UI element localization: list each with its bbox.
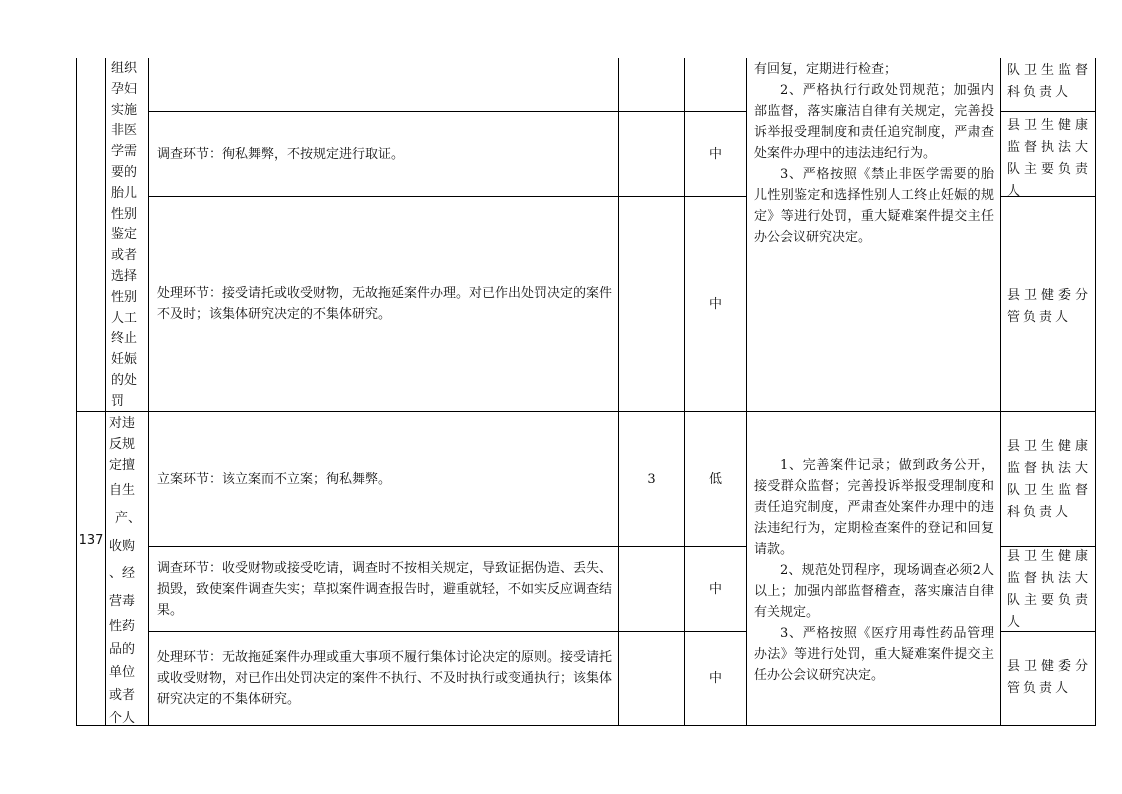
risk-level-cell bbox=[685, 197, 746, 411]
risk-level-cell bbox=[685, 632, 746, 725]
risk-description: 处理环节：无故拖延案件办理或重大事项不履行集体讨论决定的原则。接受请托或收受财物，对已作出处罚决定的案件不执行、不及时执行或变通执行；该集体研究决定的不集体研究。 bbox=[157, 650, 613, 707]
table-border-bottom bbox=[76, 725, 1096, 726]
column-divider bbox=[618, 58, 619, 726]
risk-count-cell bbox=[619, 412, 684, 546]
measure-item: 2、规范处罚程序，现场调查必须2人以上；加强内部监督稽查，落实廉洁自律有关规定。 bbox=[754, 563, 994, 620]
risk-cell bbox=[157, 197, 612, 411]
column-divider bbox=[746, 58, 747, 726]
measure-item: 有回复，定期进行检查； bbox=[754, 62, 898, 77]
risk-level-cell bbox=[685, 112, 746, 196]
risk-cell bbox=[157, 112, 612, 196]
row-divider bbox=[1000, 111, 1096, 112]
responsible-person: 县卫健委分管负责人 bbox=[1007, 288, 1091, 325]
item-number: 137 bbox=[78, 533, 104, 548]
risk-cell bbox=[157, 547, 612, 631]
responsible-person: 队卫生监督科负责人 bbox=[1007, 63, 1091, 100]
responsible-person: 县卫生健康监督执法大队主要负责人 bbox=[1007, 118, 1091, 199]
column-divider bbox=[105, 58, 106, 726]
table-border-left bbox=[76, 58, 77, 726]
responsible-person: 县卫生健康监督执法大队主要负责人 bbox=[1007, 549, 1091, 630]
risk-level: 中 bbox=[708, 671, 722, 686]
item-name: 对违 反规 定擅 自生 产、 收购 、经 营毒 性药 品的 单位 或者 个人 bbox=[109, 416, 141, 725]
measure-item: 1、完善案件记录；做到政务公开，接受群众监督；完善投诉举报受理制度和责任追究制度，严肃查处案件办理中的违法违纪行为，定期检查案件的登记和回复请款。 bbox=[754, 458, 994, 557]
risk-count: 3 bbox=[647, 471, 656, 487]
risk-level: 中 bbox=[708, 296, 722, 312]
risk-level: 中 bbox=[708, 581, 722, 597]
measure-item: 3、严格按照《禁止非医学需要的胎儿性别鉴定和选择性别人工终止妊娠的规定》等进行处罚，重大疑难案件提交主任办公会议研究决定。 bbox=[754, 167, 994, 245]
prevention-measures bbox=[754, 59, 994, 411]
risk-level-cell bbox=[685, 412, 746, 546]
risk-description: 调查环节：收受财物或接受吃请，调查时不按相关规定，导致证据伪造、丢失、损毁，致使案件调查失实；草拟案件调查报告时，避重就轻，不如实反应调查结果。 bbox=[157, 560, 613, 618]
risk-cell bbox=[157, 632, 612, 725]
risk-description: 处理环节：接受请托或收受财物，无故拖延案件办理。对已作出处罚决定的案件不及时；该集体研究决定的不集体研究。 bbox=[157, 286, 613, 322]
prevention-measures bbox=[754, 455, 994, 723]
risk-level: 低 bbox=[708, 471, 722, 487]
risk-level-cell bbox=[685, 547, 746, 631]
measure-item: 2、严格执行行政处罚规范；加强内部监督，落实廉洁自律有关规定，完善投诉举报受理制度和责任追究制度，严肃查处案件办理中的违法违纪行为。 bbox=[754, 83, 994, 161]
item-name: 组织孕妇实施非医学需要的胎儿性别鉴定或者选择性别人工终止妊娠的处罚 bbox=[111, 61, 138, 409]
risk-level: 中 bbox=[708, 146, 722, 162]
table-row bbox=[111, 59, 145, 411]
responsible-person: 县卫健委分管负责人 bbox=[1007, 659, 1091, 696]
responsible-person: 县卫生健康监督执法大队卫生监督科负责人 bbox=[1007, 439, 1091, 520]
risk-cell bbox=[157, 412, 612, 546]
column-divider bbox=[148, 58, 149, 726]
table-border-right bbox=[1095, 58, 1096, 726]
measure-item: 3、严格按照《医疗用毒性药品管理办法》等进行处罚，重大疑难案件提交主任办公会议研究决定。 bbox=[754, 626, 994, 683]
risk-description: 调查环节：徇私舞弊，不按规定进行取证。 bbox=[157, 146, 405, 162]
risk-description: 立案环节：该立案而不立案；徇私舞弊。 bbox=[157, 471, 392, 487]
column-divider bbox=[1000, 58, 1001, 726]
